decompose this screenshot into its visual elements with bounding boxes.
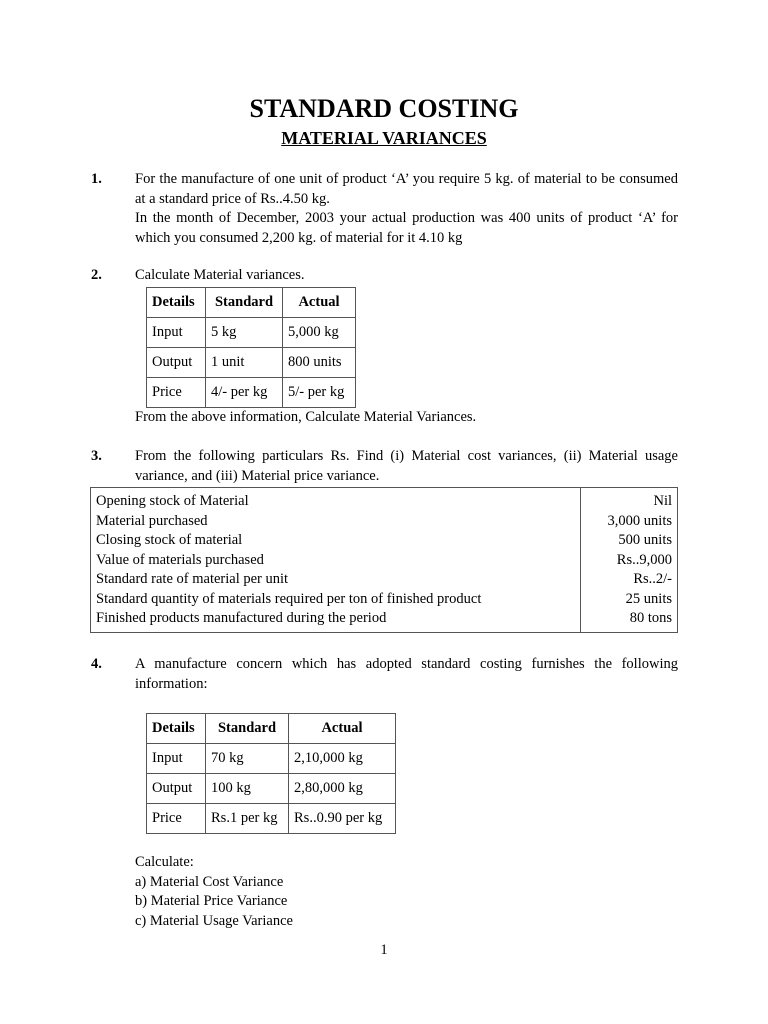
table-row: [147, 378, 356, 408]
column-header: Standard: [206, 288, 283, 318]
table-cell: 2,80,000 kg: [289, 774, 396, 804]
particular-label: Closing stock of material: [96, 532, 243, 548]
question-number: 1.: [91, 171, 102, 187]
question-text: From the following particulars Rs. Find (i) Material cost variances, (ii) Material usage variance, and (iii) Material price variance.: [135, 448, 678, 484]
question-4: [91, 655, 678, 694]
table-row: [91, 609, 678, 632]
table-cell: Price: [147, 378, 206, 408]
particular-value: 500 units: [581, 531, 678, 551]
question-number: 2.: [91, 267, 102, 283]
table-cell: 800 units: [283, 348, 356, 378]
question-4-calculate: [91, 853, 678, 931]
table-cell: 4/- per kg: [206, 378, 283, 408]
table-cell: Output: [147, 348, 206, 378]
table-row: [91, 570, 678, 590]
question-text: Calculate Material variances.: [135, 267, 305, 283]
table-row: [91, 488, 678, 512]
column-header: Standard: [206, 714, 289, 744]
question-text: From the above information, Calculate Material Variances.: [135, 409, 477, 425]
table-cell: 100 kg: [206, 774, 289, 804]
table-cell: 5/- per kg: [283, 378, 356, 408]
table-row: [91, 531, 678, 551]
list-item: b) Material Price Variance: [135, 893, 288, 909]
table-cell: 2,10,000 kg: [289, 744, 396, 774]
list-item: c) Material Usage Variance: [135, 912, 293, 929]
question-1: [91, 170, 678, 248]
particular-value: Rs..2/-: [581, 570, 678, 590]
list-item: a) Material Cost Variance: [135, 873, 284, 890]
question-number: 4.: [91, 656, 102, 672]
page-title: STANDARD COSTING: [249, 94, 519, 123]
particulars-table: [90, 487, 678, 633]
table-cell: Output: [147, 774, 206, 804]
table-cell: 70 kg: [206, 744, 289, 774]
table-row: [91, 590, 678, 610]
column-header: Actual: [283, 288, 356, 318]
particular-label: Standard quantity of materials required per ton of finished product: [96, 590, 482, 607]
table-row: [147, 774, 396, 804]
table-cell: Input: [147, 318, 206, 348]
question-2-outro: [91, 408, 678, 428]
page-number: 1: [380, 942, 388, 958]
particular-value: 80 tons: [581, 609, 678, 632]
question-text: For the manufacture of one unit of product ‘A’ you require 5 kg. of material to be consumed at a standard price of Rs..4.50 kg.: [135, 171, 678, 207]
table-cell: 5,000 kg: [283, 318, 356, 348]
material-data-table: [146, 287, 356, 408]
particular-label: Finished products manufactured during the period: [96, 610, 387, 626]
table-cell: Rs..0.90 per kg: [289, 804, 396, 834]
table-cell: Rs.1 per kg: [206, 804, 289, 834]
table-row: [147, 804, 396, 834]
question-text: A manufacture concern which has adopted standard costing furnishes the following information:: [135, 656, 678, 692]
table-row: [147, 744, 396, 774]
table-row: [91, 551, 678, 571]
table-row: [147, 318, 356, 348]
particular-value: 25 units: [581, 590, 678, 610]
question-text: In the month of December, 2003 your actual production was 400 units of product ‘A’ for which you consumed 2,200 kg. of material for it 4.10 kg: [135, 210, 678, 246]
particular-value: 3,000 units: [581, 512, 678, 532]
column-header: Details: [147, 288, 206, 318]
table-row: [91, 512, 678, 532]
column-header: Actual: [289, 714, 396, 744]
table-row: [147, 348, 356, 378]
table-cell: 1 unit: [206, 348, 283, 378]
particular-value: Nil: [581, 488, 678, 512]
particular-label: Value of materials purchased: [96, 551, 264, 568]
page-subtitle: MATERIAL VARIANCES: [281, 128, 487, 148]
table-cell: 5 kg: [206, 318, 283, 348]
particular-label: Material purchased: [96, 512, 208, 529]
particular-label: Standard rate of material per unit: [96, 571, 289, 587]
question-3: [91, 447, 678, 486]
material-data-table: [146, 713, 396, 834]
table-cell: Input: [147, 744, 206, 774]
question-2: [91, 266, 678, 286]
column-header: Details: [147, 714, 206, 744]
particular-value: Rs..9,000: [581, 551, 678, 571]
question-number: 3.: [91, 448, 102, 464]
question-text: Calculate:: [135, 854, 194, 870]
particular-label: Opening stock of Material: [96, 493, 249, 509]
table-cell: Price: [147, 804, 206, 834]
